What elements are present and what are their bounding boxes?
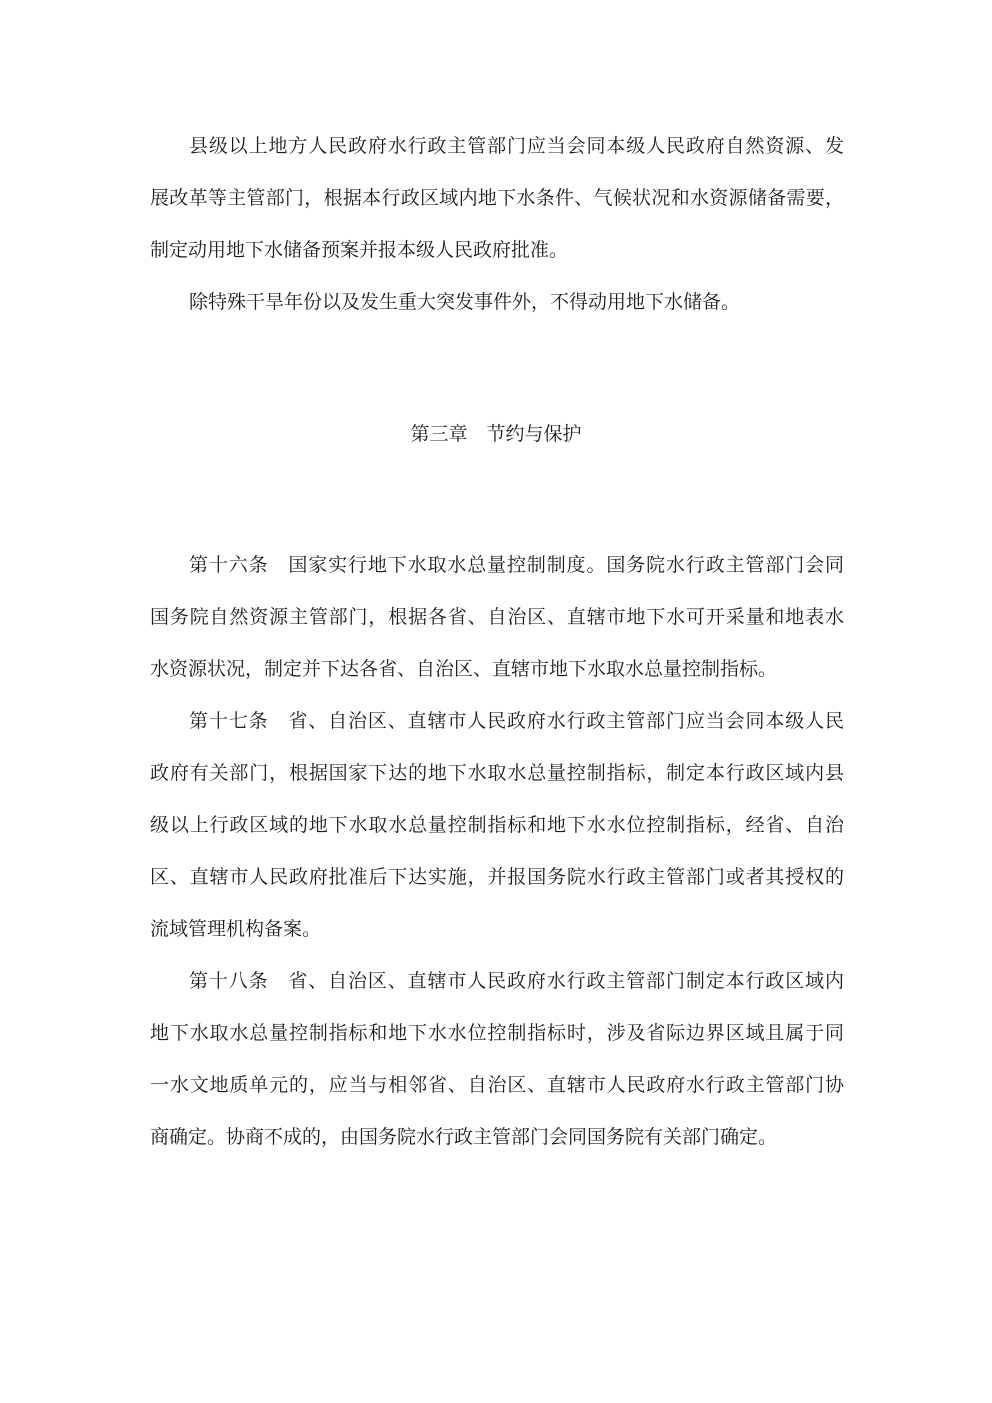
article-17-line-1: 第十七条 省、自治区、直辖市人民政府水行政主管部门应当会同本级人民: [189, 710, 844, 732]
article-17-line-3: 级以上行政区域的地下水取水总量控制指标和地下水水位控制指标，经省、自治: [150, 814, 844, 836]
article-17-line-4: 区、直辖市人民政府批准后下达实施，并报国务院水行政主管部门或者其授权的: [150, 866, 844, 888]
chapter-heading: 第三章 节约与保护: [410, 423, 582, 445]
paragraph-2-line-1: 除特殊干旱年份以及发生重大突发事件外，不得动用地下水储备。: [189, 291, 741, 313]
article-17-line-5: 流域管理机构备案。: [150, 918, 322, 940]
article-18-line-3: 一水文地质单元的，应当与相邻省、自治区、直辖市人民政府水行政主管部门协: [150, 1074, 844, 1096]
paragraph-1-line-1: 县级以上地方人民政府水行政主管部门应当会同本级人民政府自然资源、发: [189, 135, 844, 157]
paragraph-1-line-2: 展改革等主管部门，根据本行政区域内地下水条件、气候状况和水资源储备需要，: [150, 187, 844, 209]
paragraph-1-line-3: 制定动用地下水储备预案并报本级人民政府批准。: [150, 239, 569, 261]
article-16-line-1: 第十六条 国家实行地下水取水总量控制制度。国务院水行政主管部门会同: [189, 554, 844, 576]
article-18-line-4: 商确定。协商不成的，由国务院水行政主管部门会同国务院有关部门确定。: [150, 1126, 778, 1148]
article-16-line-2: 国务院自然资源主管部门，根据各省、自治区、直辖市地下水可开采量和地表水: [150, 606, 844, 628]
article-18-line-1: 第十八条 省、自治区、直辖市人民政府水行政主管部门制定本行政区域内: [189, 970, 844, 992]
article-16-line-3: 水资源状况，制定并下达各省、自治区、直辖市地下水取水总量控制指标。: [150, 658, 778, 680]
article-18-line-2: 地下水取水总量控制指标和地下水水位控制指标时，涉及省际边界区域且属于同: [150, 1022, 844, 1044]
article-17-line-2: 政府有关部门，根据国家下达的地下水取水总量控制指标，制定本行政区域内县: [150, 762, 844, 784]
